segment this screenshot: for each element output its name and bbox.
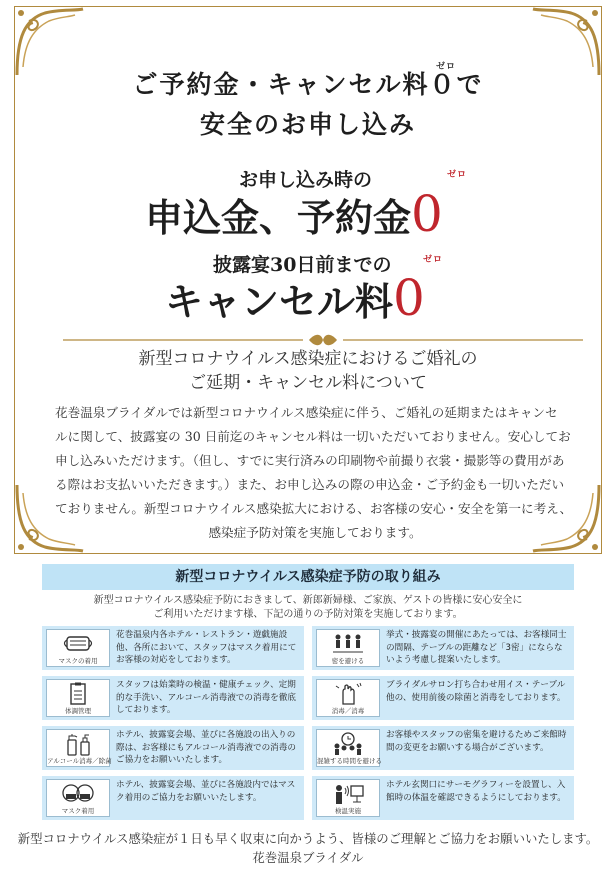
- notice-line: 花巻温泉ブライダルでは新型コロナウイルス感染症に伴う、ご婚礼の延期またはキャンセ: [55, 405, 558, 420]
- icon-caption: マスク着用: [61, 807, 95, 815]
- offer1-ruby: ゼロ: [447, 170, 468, 180]
- footer-message: 新型コロナウイルス感染症が１日も早く収束に向かうよう、皆様のご理解とご協力をお願いいたします。: [17, 831, 599, 846]
- notice-line: 感染症予防対策を実施しております。: [208, 525, 422, 540]
- measure-card: [312, 626, 574, 670]
- offer1-lead: お申し込み時の: [239, 169, 373, 191]
- headline-line1: ご予約金・キャンセル料０で: [132, 70, 484, 99]
- measure-text: 花巻温泉内各ホテル・レストラン・遊戯施設他、各所において、スタッフはマスク着用にてお客様の対応をしております。: [116, 630, 297, 666]
- offer2-main: [165, 269, 425, 327]
- intro-line: ご利用いただけます様、下記の通りの予防対策を実施しております。: [153, 609, 463, 620]
- icon-caption: アルコール消毒／除菌: [47, 757, 112, 765]
- footer-brand: 花巻温泉ブライダル: [252, 850, 364, 865]
- measure-text: スタッフは始業時の検温・健康チェック、定期的な手洗い、アルコール消毒液での消毒を徹底しております。: [116, 680, 296, 716]
- offer2-ruby: ゼロ: [423, 255, 444, 265]
- measure-card: [42, 726, 304, 770]
- icon-caption: マスクの着用: [58, 657, 98, 665]
- measure-text: 挙式・披露宴の開催にあたっては、お客様同士の間隔、テーブルの距離など「3密」にならないよう考慮し提案いたします。: [386, 630, 567, 666]
- notice-line: ておりません。新型コロナウイルス感染拡大における、お客様の安心・安全を第一に考え、: [55, 501, 573, 516]
- clipboard-icon: [46, 679, 110, 717]
- notice-line: る際はお支払いいただきます。）また、お申し込みの際の申込金・ご予約金も一切いただい: [55, 477, 565, 492]
- thermography-icon: [316, 779, 380, 817]
- spray-bottle-icon: [46, 729, 110, 767]
- measure-card: [42, 776, 304, 820]
- measure-card: [312, 776, 574, 820]
- measure-card: [42, 626, 304, 670]
- offer2-lead: 披露宴30日前までの: [213, 254, 392, 276]
- headline-line2: 安全のお申し込み: [199, 110, 416, 139]
- icon-caption: 消毒／消毒: [331, 707, 365, 715]
- mask-icon: [46, 629, 110, 667]
- icon-caption: 密を避ける: [331, 657, 365, 665]
- zero-ruby: ゼロ: [436, 62, 457, 72]
- promo-frame: [14, 6, 602, 554]
- masked-faces-icon: [46, 779, 110, 817]
- notice-body: [55, 401, 575, 545]
- measure-text: ホテル、披露宴会場、並びに各施設内ではマスク着用のご協力をお願いいたします。: [116, 780, 296, 803]
- gold-divider: [63, 333, 583, 347]
- measure-text: ブライダルサロン打ち合わせ用イス・テーブル他の、使用前後の除菌と消毒をしております。: [386, 680, 566, 703]
- distance-icon: [316, 629, 380, 667]
- icon-caption: 混雑する時間を避ける: [317, 757, 382, 765]
- offer1-main: [145, 185, 443, 243]
- measure-card: [312, 676, 574, 720]
- notice-line: ルに関して、披露宴の 30 日前迄のキャンセル料は一切いただいておりません。安心してお: [55, 429, 571, 444]
- offer2-zero: 0: [393, 269, 425, 327]
- measure-text: お客様やスタッフの密集を避けるためご来館時間の変更をお願いする場合がございます。: [386, 730, 567, 753]
- icon-caption: 検温実施: [335, 807, 361, 815]
- notice-title-line2: ご延期・キャンセル料について: [189, 373, 427, 393]
- measure-card: [42, 676, 304, 720]
- crowd-clock-icon: [316, 729, 380, 767]
- notice-title-line1: 新型コロナウイルス感染症におけるご婚礼の: [138, 349, 478, 369]
- offer2-main-text: キャンセル料: [165, 279, 394, 324]
- measures-title: 新型コロナウイルス感染症予防の取り組み: [42, 564, 574, 590]
- offer1-main-text: 申込金、予約金: [145, 195, 412, 240]
- measures-intro: [42, 594, 574, 622]
- measure-text: ホテル、披露宴会場、並びに各施設の出入りの際は、お客様にもアルコール消毒液での消毒のご協力をお願いいたします。: [116, 730, 296, 766]
- notice-line: 申し込みいただけます。（但し、すでに実行済みの印刷物や前撮り衣裳・撮影等の費用があ: [55, 453, 565, 468]
- disinfect-hand-icon: [316, 679, 380, 717]
- intro-line: 新型コロナウイルス感染症予防におきまして、新郎新婦様、ご家族、ゲストの皆様に安心安全に: [93, 595, 523, 606]
- icon-caption: 体調管理: [65, 707, 91, 715]
- measure-card: [312, 726, 574, 770]
- measure-text: ホテル玄関口にサーモグラフィーを設置し、入館時の体温を確認できるようにしております。: [386, 780, 566, 803]
- offer1-zero: 0: [411, 185, 443, 243]
